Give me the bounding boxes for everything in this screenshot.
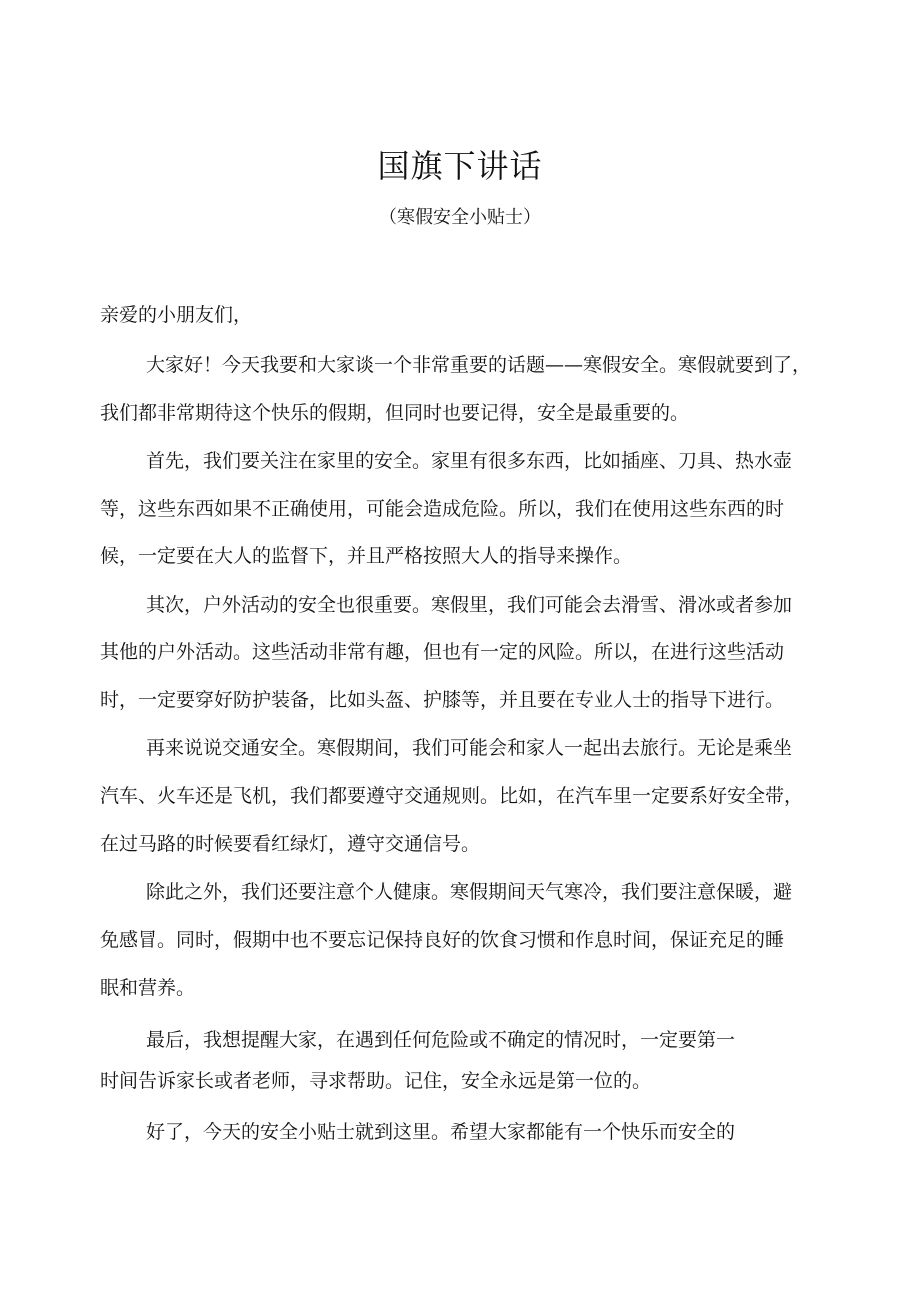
text-line: 免感冒。同时，假期中也不要忘记保持良好的饮食习惯和作息时间，保证充足的睡: [100, 929, 785, 951]
greeting: 亲爱的小朋友们，: [100, 304, 253, 326]
text-line: 等，这些东西如果不正确使用，可能会造成危险。所以，我们在使用这些东西的时: [100, 498, 785, 520]
page-title: 国旗下讲话: [377, 147, 543, 185]
text-line: 在过马路的时候要看红绿灯，遵守交通信号。: [100, 833, 481, 855]
text-line: 好了，今天的安全小贴士就到这里。希望大家都能有一个快乐而安全的: [146, 1121, 736, 1143]
text-line: 眠和营养。: [100, 977, 196, 999]
page-subtitle: （寒假安全小贴士）: [379, 207, 541, 228]
text-line: 最后，我想提醒大家，在遇到任何危险或不确定的情况时，一定要第一: [146, 1029, 736, 1051]
text-line: 首先，我们要关注在家里的安全。家里有很多东西，比如插座、刀具、热水壶: [146, 450, 793, 472]
text-line: 再来说说交通安全。寒假期间，我们可能会和家人一起出去旅行。无论是乘坐: [146, 737, 793, 759]
text-line: 大家好！今天我要和大家谈一个非常重要的话题——寒假安全。寒假就要到了，: [146, 354, 812, 376]
text-line: 时，一定要穿好防护装备，比如头盔、护膝等，并且要在专业人士的指导下进行。: [100, 689, 785, 711]
text-line: 我们都非常期待这个快乐的假期，但同时也要记得，安全是最重要的。: [100, 402, 690, 424]
text-line: 其次，户外活动的安全也很重要。寒假里，我们可能会去滑雪、滑冰或者参加: [146, 594, 793, 616]
text-line: 汽车、火车还是飞机，我们都要遵守交通规则。比如，在汽车里一定要系好安全带，: [100, 785, 804, 807]
text-line: 时间告诉家长或者老师，寻求帮助。记住，安全永远是第一位的。: [100, 1070, 652, 1092]
text-line: 其他的户外活动。这些活动非常有趣，但也有一定的风险。所以，在进行这些活动: [100, 641, 785, 663]
text-line: 除此之外，我们还要注意个人健康。寒假期间天气寒冷，我们要注意保暖，避: [146, 881, 793, 903]
text-line: 候，一定要在大人的监督下，并且严格按照大人的指导来操作。: [100, 545, 633, 567]
